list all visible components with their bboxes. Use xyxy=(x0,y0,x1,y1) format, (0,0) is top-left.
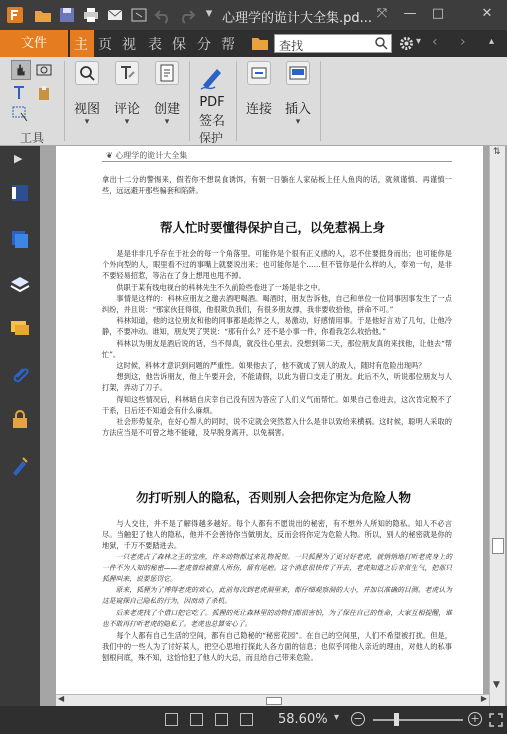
collapse-ribbon-icon[interactable]: ▴ xyxy=(489,36,495,47)
section1-paragraph: 供职于某有线电视台的科林先生不久前险些卷进了一场是非之中。 xyxy=(116,282,325,292)
tab-view[interactable]: 视 xyxy=(122,37,136,53)
close-button[interactable]: ✕ xyxy=(481,6,493,21)
print-icon[interactable] xyxy=(82,6,100,24)
insert-media-icon xyxy=(286,61,310,85)
section2-paragraph: 与人交往，并不是了解得越多越好。每个人都有不愿说出的秘密，有不想外人所知的隐私。知人不必言尽。当触犯了他人的隐私，他并不会善待你当做朋友，反而会将你定为危险人物。所以，别人的秘密就是你的地狱，千万不要踏进去。 xyxy=(102,519,452,551)
fullscreen-icon[interactable] xyxy=(489,713,503,727)
clipboard-icon[interactable] xyxy=(36,84,56,102)
comment-button[interactable] xyxy=(110,61,144,127)
email-icon[interactable] xyxy=(106,6,124,24)
section1-paragraph: 是是非非几乎存在于社会的每一个角落里。可能你是个很有正义感的人，忍不住要挺身而出；也可能你是个外向型的人，眼里看不过的事嘴上就要说出来；也可能你是个……但不管你是什么样的人，奉劝一句，是非不要轻易招惹，等沾在了身上想甩也甩不掉。 xyxy=(102,249,452,281)
maximize-button[interactable]: □ xyxy=(431,6,445,21)
running-header: ❦ 心理学的诡计大全集 xyxy=(106,151,188,160)
ribbon-separator xyxy=(189,61,190,141)
insert-button[interactable] xyxy=(281,61,315,127)
section1-body xyxy=(102,248,452,438)
link-button-label: 连接 xyxy=(245,102,272,117)
comment-button-label: 评论 xyxy=(113,102,140,117)
signature-panel-icon[interactable] xyxy=(9,454,31,476)
next-tab-arrow-icon[interactable]: › xyxy=(460,34,466,50)
insert-button-label: 插入 xyxy=(284,102,311,117)
gear-icon[interactable] xyxy=(399,36,414,51)
hand-pointer-icon[interactable] xyxy=(130,6,148,24)
attachments-icon[interactable] xyxy=(9,364,31,386)
layers-icon[interactable] xyxy=(9,274,31,296)
single-page-view-icon[interactable] xyxy=(165,713,178,726)
section1-paragraph: 科林以为朋友是酒后说的话，当不得真，就没往心里去。没想到第二天，那位朋友真的来找他，让他去“帮忙”。 xyxy=(102,338,452,359)
menu-bar xyxy=(0,30,507,57)
typewriter-icon xyxy=(115,61,139,85)
restore-layout-icon[interactable]: ⤧ xyxy=(376,6,388,21)
settings-dropdown-icon[interactable]: ▾ xyxy=(416,36,422,47)
section1-paragraph: 社会形势复杂，在好心帮人的同时，说不定就会突然惹入什么是非以致给来横祸。这时候，聪明人采取的方法应当是不可曾之地不能碰，及早脱身离开，以免祸害。 xyxy=(102,417,452,438)
comments-panel-icon[interactable] xyxy=(9,318,31,340)
zoom-slider-knob[interactable] xyxy=(394,713,399,726)
select-text-icon[interactable] xyxy=(11,84,31,102)
security-lock-icon[interactable] xyxy=(9,408,31,430)
undo-icon[interactable] xyxy=(154,6,172,24)
continuous-facing-view-icon[interactable] xyxy=(240,713,253,726)
section2-paragraph: 一只老虎占了森林之王的宝座，许多动物都过来礼物祝贺。一只狐狸为了更讨好老虎，就悄悄地打听老虎身上的一件不为人知的秘密——老虎曾经被猎人所伤，留有尾疤。这个消息很快传了开去，老虎知道之后非常生气，把那只狐狸叫来，说要惩罚它。 xyxy=(102,552,452,584)
view-button[interactable] xyxy=(70,61,104,127)
document-viewport xyxy=(40,146,507,706)
pen-signature-icon xyxy=(197,61,227,91)
section1-paragraph: 得知这些情况后，科林暗自庆幸自己没有因为答应了人们义气而帮忙。如果自己卷进去，这次肯定脱不了干系，日后还不知道会有什么麻烦。 xyxy=(102,394,452,415)
status-bar xyxy=(0,706,507,734)
continuous-view-icon[interactable] xyxy=(190,713,203,726)
app-logo-icon xyxy=(6,6,24,24)
ribbon-separator xyxy=(320,61,321,141)
section1-paragraph: 这时候，科林才意识到问题的严重性。如果他去了，他不就成了别人的敌人，随时有危险出现吗？ xyxy=(116,361,426,371)
bookmark-icon[interactable] xyxy=(9,182,31,204)
tab-form[interactable]: 表 xyxy=(148,37,162,53)
minimize-button[interactable]: — xyxy=(403,6,417,21)
intro-paragraph: 拿出十二分的警惕来，假若你不想误食诱饵，有朝一日躺在人家砧板上任人鱼肉的话，就须谨慎、再谨慎一些，远远避开那些骗套和陷阱。 xyxy=(102,175,452,196)
search-input[interactable] xyxy=(274,34,392,53)
split-view-icon[interactable]: ⇅ xyxy=(493,147,501,157)
search-input-text: 查找 xyxy=(279,39,304,53)
pdf-page xyxy=(56,146,483,706)
file-menu-button[interactable]: 文件 xyxy=(0,30,68,57)
section1-paragraph: 想到这，他告诉朋友，他上午要开会，不能请假，以此为借口支走了朋友。此后不久，听说那位朋友与人打架，弄动了刀子。 xyxy=(102,372,452,393)
horizontal-scroll-thumb[interactable] xyxy=(266,697,282,705)
section2-title: 勿打听别人的隐私，否则别人会把你定为危险人物 xyxy=(136,490,412,505)
vertical-scrollbar[interactable] xyxy=(489,146,505,706)
pdf-sign-label-line1: PDF xyxy=(199,95,225,110)
section2-paragraph: 原来，狐狸为了博得老虎的欢心，此前每次到老虎洞里来，都仔细观察洞的大小，并加以准确的目测。老虎认为这是窥探自己隐私的行为，因而动了杀机。 xyxy=(102,586,452,606)
zoom-out-button[interactable]: − xyxy=(351,712,365,726)
expand-sidebar-arrow-icon[interactable]: ▶ xyxy=(14,152,23,165)
tools-group-label: 工具 xyxy=(20,131,45,145)
hand-tool-icon[interactable] xyxy=(11,60,31,80)
view-dropdown-icon: ▾ xyxy=(84,117,90,127)
comment-dropdown-icon: ▾ xyxy=(124,117,130,127)
scroll-down-arrow-icon[interactable]: ▼ xyxy=(493,680,500,690)
section1-paragraph: 事情是这样的：科林应朋友之邀去酒吧喝酒。喝酒时，朋友告诉他，自己和单位一位同事因事发生了一点纠纷，并且说：“那家伙狂得很，他很欺负我们，有很多朋友撑，我非要收拾他，拼命不可。” xyxy=(102,293,452,315)
view-button-label: 视图 xyxy=(73,102,100,117)
search-icon[interactable] xyxy=(375,37,388,50)
page-thumbnails-icon[interactable] xyxy=(9,228,31,250)
header-rule xyxy=(102,161,452,162)
left-sidebar xyxy=(0,146,40,706)
magnifier-icon xyxy=(75,61,99,85)
redo-icon[interactable] xyxy=(178,6,196,24)
scroll-left-arrow-icon[interactable]: ◀ xyxy=(58,694,65,703)
section2-paragraph: 每个人都有自己生活的空间，都有自己隐秘的“秘密花园”。在自己的空间里，人们不希望被打扰。但是，我们中的一些人为了讨好某人，把空心思地打探此人各方面的信息；也似乎同他人亲近的理由，对他人的私事刨根问底，殊不知，这恰恰犯了他人的大忌，而且给自己带来危险。 xyxy=(102,631,452,663)
snapshot-camera-icon[interactable] xyxy=(36,62,52,76)
quick-access-dropdown-icon[interactable]: ▾ xyxy=(205,6,213,21)
previous-tab-arrow-icon[interactable]: ‹ xyxy=(432,34,438,50)
create-document-icon xyxy=(155,61,179,85)
ribbon-toolbar xyxy=(0,57,507,146)
link-button[interactable] xyxy=(242,61,276,117)
insert-dropdown-icon: ▾ xyxy=(295,117,301,127)
running-header-text: 心理学的诡计大全集 xyxy=(115,151,188,160)
window-title: 心理学的诡计大全集.pd... xyxy=(222,11,373,26)
ribbon-separator xyxy=(64,61,65,141)
pdf-sign-button[interactable] xyxy=(194,61,230,129)
protect-group-label: 保护 xyxy=(199,131,224,145)
zoom-level[interactable]: 58.60% xyxy=(278,712,328,727)
pdf-sign-label-line2: 签名 xyxy=(198,114,225,129)
tab-help[interactable]: 帮 xyxy=(221,37,235,53)
section2-paragraph: 后来老虎找了个借口把它吃了。狐狸的死让森林里的动物们都很害怕，为了保住自己的性命，大家互相提醒，谁也不敢再打听老虎的隐私了。老虎也总算安心了。 xyxy=(102,608,452,628)
marquee-select-icon[interactable] xyxy=(11,105,31,123)
zoom-slider[interactable] xyxy=(373,719,463,721)
open-folder-icon[interactable] xyxy=(34,6,52,24)
tab-share[interactable]: 分 xyxy=(197,37,211,53)
tab-page[interactable]: 页 xyxy=(98,37,112,53)
tab-home[interactable]: 主 xyxy=(74,37,88,53)
ribbon-separator xyxy=(236,61,237,141)
create-dropdown-icon: ▾ xyxy=(164,117,170,127)
scroll-right-arrow-icon[interactable]: ▶ xyxy=(480,694,487,703)
horizontal-scrollbar[interactable] xyxy=(56,694,489,706)
vertical-scroll-thumb[interactable] xyxy=(492,538,504,554)
save-icon[interactable] xyxy=(58,6,76,24)
create-button[interactable] xyxy=(150,61,184,127)
tab-protect[interactable]: 保 xyxy=(172,37,186,53)
link-icon xyxy=(247,61,271,85)
zoom-dropdown-icon[interactable]: ▾ xyxy=(334,712,340,723)
facing-view-icon[interactable] xyxy=(215,713,228,726)
folder-search-icon[interactable] xyxy=(251,35,269,51)
section1-paragraph: 科林知道，他的这位朋友和他的同事都是彪悍之人，易激动，好感情用事。于是他好言劝了几句，让他冷静，不要冲动。谁知，朋友哭了哭说：“那有什么？还不是小事一件，你看我怎么收拾他。” xyxy=(102,316,452,337)
zoom-in-button[interactable]: + xyxy=(468,712,482,726)
section1-title: 帮人忙时要懂得保护自己，以免惹祸上身 xyxy=(160,220,386,235)
create-button-label: 创建 xyxy=(153,102,180,117)
section2-body xyxy=(102,518,452,664)
title-bar xyxy=(0,0,507,30)
